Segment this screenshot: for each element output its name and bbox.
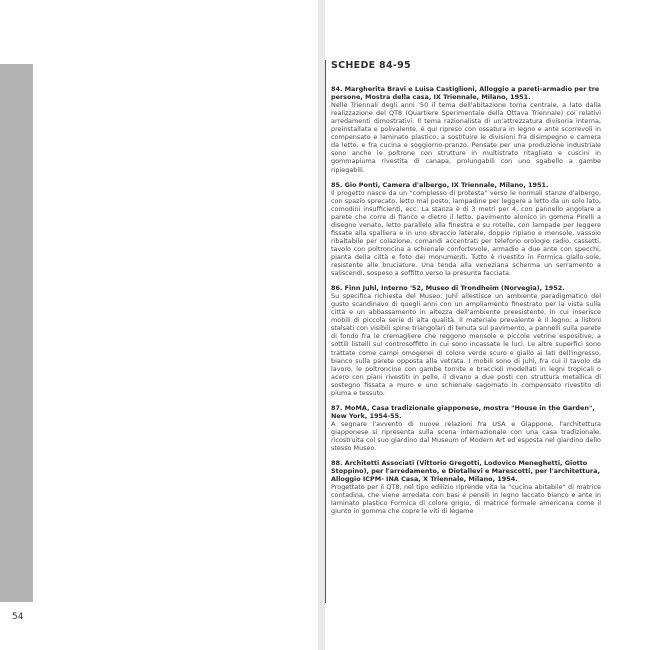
entry-heading: 86. Finn Juhl, Interno '52, Museo di Trondheim (Norvegia), 1952. bbox=[331, 284, 565, 293]
page-number: 54 bbox=[12, 612, 24, 622]
entry-body: Nelle Triennali degli anni '50 il tema dell'abitazione torna centrale, a lato dalla realizzazione del QT8 (Quartiere Sperimentale della Ottava Triennale) coi relativi arredamenti dimostrativi. Il tema razionalista di un'attrezzatura divisoria interna, preinstallata e polivalente, è qui ripreso con ossatura in legno e ante scorrevoli in compensato e laminato plastico, a sostituire le divisioni fra disimpegno e camera da letto, e fra cucina e soggiorno-pranzo. Pensate per una produzione industriale sono anche le poltrone con strutture in multistrato ritagliato e cuscini in gommapiuma rivestita di canapa, prolungabili con uno sgabello a gambe ripiegabili. bbox=[331, 101, 601, 174]
entry-body: Progettato per il QT8, nel tipo edilizio riprende vita la "cucina abitabile" di matrice contadina, che viene arredata con basi e pensili in legno laccato bianco e ante in laminato plastico Formica di colore grigio, di matrice formale americana come il giunto in gomma che copre le viti di legame bbox=[331, 483, 601, 516]
entry-body: Su specifica richiesta del Museo, Juhl allestisce un ambiente paradigmatico del gusto scandinavo di quegli anni con un ampliamento finestrato per la vista sulla città e un abbassamento in altezza dell'ambiente preesistente, in cui inserisce mobili di piccola serie di alta qualità. Il materiale prevalente è il legno: a listoni stalsati con visibili spine triangolari di tenuta sul pavimento, a pannelli sulla parete di fondo fra le cremagliere che reggono mensole e piccole vetrine espositive, a sottili listelli sul controsoffitto in cui sono incassate le luci. Le altre superfici sono trattate come campi omogenei di colore verde scuro e giallo ai lati dell'ingresso, bianco sulla parete opposta alla vetrata. I mobili sono di Juhl, fra cui il tavolo da lavoro, le poltroncine con gambe tornite e braccioli modellati in legni tropicali o acero con piani rivestiti in pelle, il divano a due posti con struttura metallica di sostegno fissata a muro e uno schienale sagomato in compensato rivestito di piuma e tessuto. bbox=[331, 292, 601, 397]
entry-heading: 87. MoMA, Casa tradizionale giapponese, mostra "House in the Garden", New York, 1954-55. bbox=[331, 403, 595, 420]
entry-88 bbox=[331, 459, 601, 515]
entry-86 bbox=[331, 284, 601, 397]
entry-84 bbox=[331, 85, 601, 174]
entry-body: Il progetto nasce da un "complesso di protesta" verso le normali stanze d'albergo, con spazio sprecato, letto mal posto, lampadine per leggere a letto da un solo lato, comodini insufficienti, ecc. La stanza è di 3 metri per 4, con pannello angolare a parete che corre di fianco e dietro il letto, pavimento alonico in gomma Pirelli a disegno venato, letto parallelo alla finestra e su rotelle, con lampade per leggere fissate alla spalliera e in uno sbraccio laterale, doppio ripiano e mensole, vassoio ribaltabile per colazione, comandi accentrati per telefono orologio radio, cassetti, tavolo con poltroncina a schienale confortevole, armadio a due ante con specchi, pianta della città e foto dei monumenti. Tutto è rivestito in Formica giallo-sole, resistente alle bruciature. Una tenda alla veneziana scherma un serramento a saliscendi, sospeso a soffitto verso la presunta facciata. bbox=[331, 188, 601, 278]
entry-85 bbox=[331, 181, 601, 278]
entry-heading: 85. Gio Ponti, Camera d'albergo, IX Triennale, Milano, 1951. bbox=[331, 180, 549, 189]
section-title: SCHEDE 84-95 bbox=[331, 60, 411, 71]
column-divider bbox=[325, 60, 326, 603]
entry-heading: 84. Margherita Bravi e Luisa Castiglioni, Alloggio a pareti-armadio per tre persone, Mostra della casa, IX Triennale, Milano, 1951. bbox=[331, 85, 600, 102]
text-column bbox=[331, 62, 601, 522]
side-color-band bbox=[0, 64, 33, 602]
entry-87 bbox=[331, 404, 601, 452]
column-margin-band bbox=[318, 0, 325, 650]
entry-body: A segnare l'avvento di nuove relazioni fra USA e Giappone, l'architettura giapponese si ripresenta sulla scena internazionale con una casa tradizionale, ricostruita col suo giardino dal Museum of Modern Art ed esposta nel giardino dello stesso Museo. bbox=[331, 419, 601, 453]
entry-heading: 88. Architetti Associati (Vittorio Gregotti, Lodovico Meneghetti, Giotto Stoppino), per l'arredamento, e Diotallevi e Marescotti, per l'architettura, Alloggio ICPM- INA Casa, X Triennale, Milano, 1954. bbox=[331, 459, 600, 484]
